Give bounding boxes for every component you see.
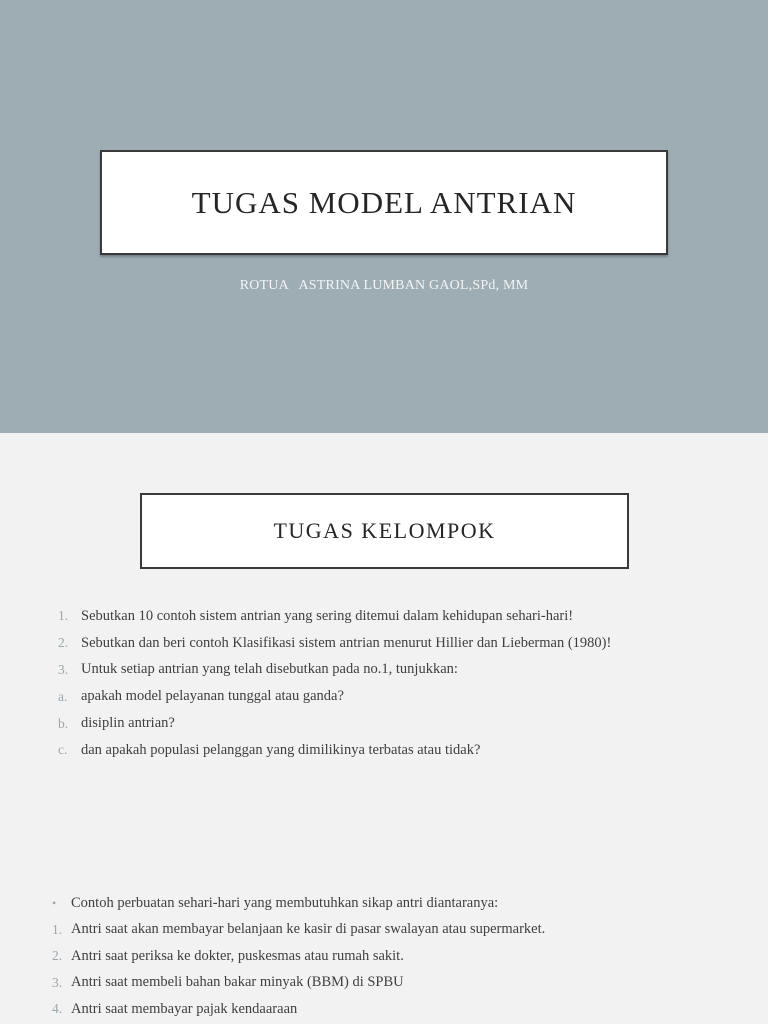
- slide-title: TUGAS MODEL ANTRIAN: [191, 184, 577, 220]
- slide-subtitle: ROTUA ASTRINA LUMBAN GAOL,SPd, MM: [239, 278, 529, 293]
- list-item: [52, 943, 752, 970]
- list-marker: 3.: [58, 661, 69, 677]
- title-slide: [0, 0, 768, 433]
- list-item: [52, 890, 752, 917]
- list-item: [52, 970, 752, 997]
- task-list: [58, 603, 758, 764]
- list-item: [58, 603, 758, 630]
- list-item-text: Antri saat periksa ke dokter, puskesmas atau rumah sakit.: [71, 947, 404, 964]
- list-item-text: Antri saat membayar pajak kendaaraan: [71, 1000, 298, 1017]
- list-item: [52, 996, 752, 1023]
- list-item: [58, 630, 758, 657]
- heading-box: [140, 493, 629, 569]
- list-item-text: Antri saat akan membayar belanjaan ke kasir di pasar swalayan atau supermarket.: [71, 921, 546, 938]
- bullet-marker: •: [52, 895, 57, 910]
- list-marker: 1.: [58, 608, 69, 624]
- list-item-text: Sebutkan 10 contoh sistem antrian yang sering ditemui dalam kehidupan sehari-hari!: [81, 607, 574, 624]
- list-item: [58, 710, 758, 737]
- list-marker: 1.: [52, 921, 63, 937]
- list-marker: a.: [58, 688, 68, 704]
- list-marker: b.: [58, 715, 69, 731]
- list-marker: c.: [58, 742, 68, 758]
- content-slide: [0, 433, 768, 1024]
- list-item: [58, 737, 758, 764]
- slide-heading: TUGAS KELOMPOK: [273, 518, 496, 543]
- list-marker: 4.: [52, 1001, 63, 1017]
- title-box: [100, 150, 668, 255]
- list-item: [58, 657, 758, 684]
- list-item-text: dan apakah populasi pelanggan yang dimilikinya terbatas atau tidak?: [81, 741, 481, 758]
- list-marker: 3.: [52, 974, 63, 990]
- list-item-text: Antri saat membeli bahan bakar minyak (BBM) di SPBU: [71, 974, 404, 991]
- example-list: [52, 890, 752, 1023]
- list-item-text: Untuk setiap antrian yang telah disebutkan pada no.1, tunjukkan:: [81, 661, 458, 678]
- list-intro-text: Contoh perbuatan sehari-hari yang membutuhkan sikap antri diantaranya:: [71, 894, 499, 911]
- list-marker: 2.: [52, 948, 63, 964]
- list-item-text: apakah model pelayanan tunggal atau ganda?: [81, 688, 344, 705]
- list-item: [58, 683, 758, 710]
- list-item-text: disiplin antrian?: [81, 715, 175, 732]
- list-item-text: Sebutkan dan beri contoh Klasifikasi sistem antrian menurut Hillier dan Lieberman (1980)!: [81, 634, 612, 651]
- list-marker: 2.: [58, 635, 69, 651]
- list-item: [52, 917, 752, 944]
